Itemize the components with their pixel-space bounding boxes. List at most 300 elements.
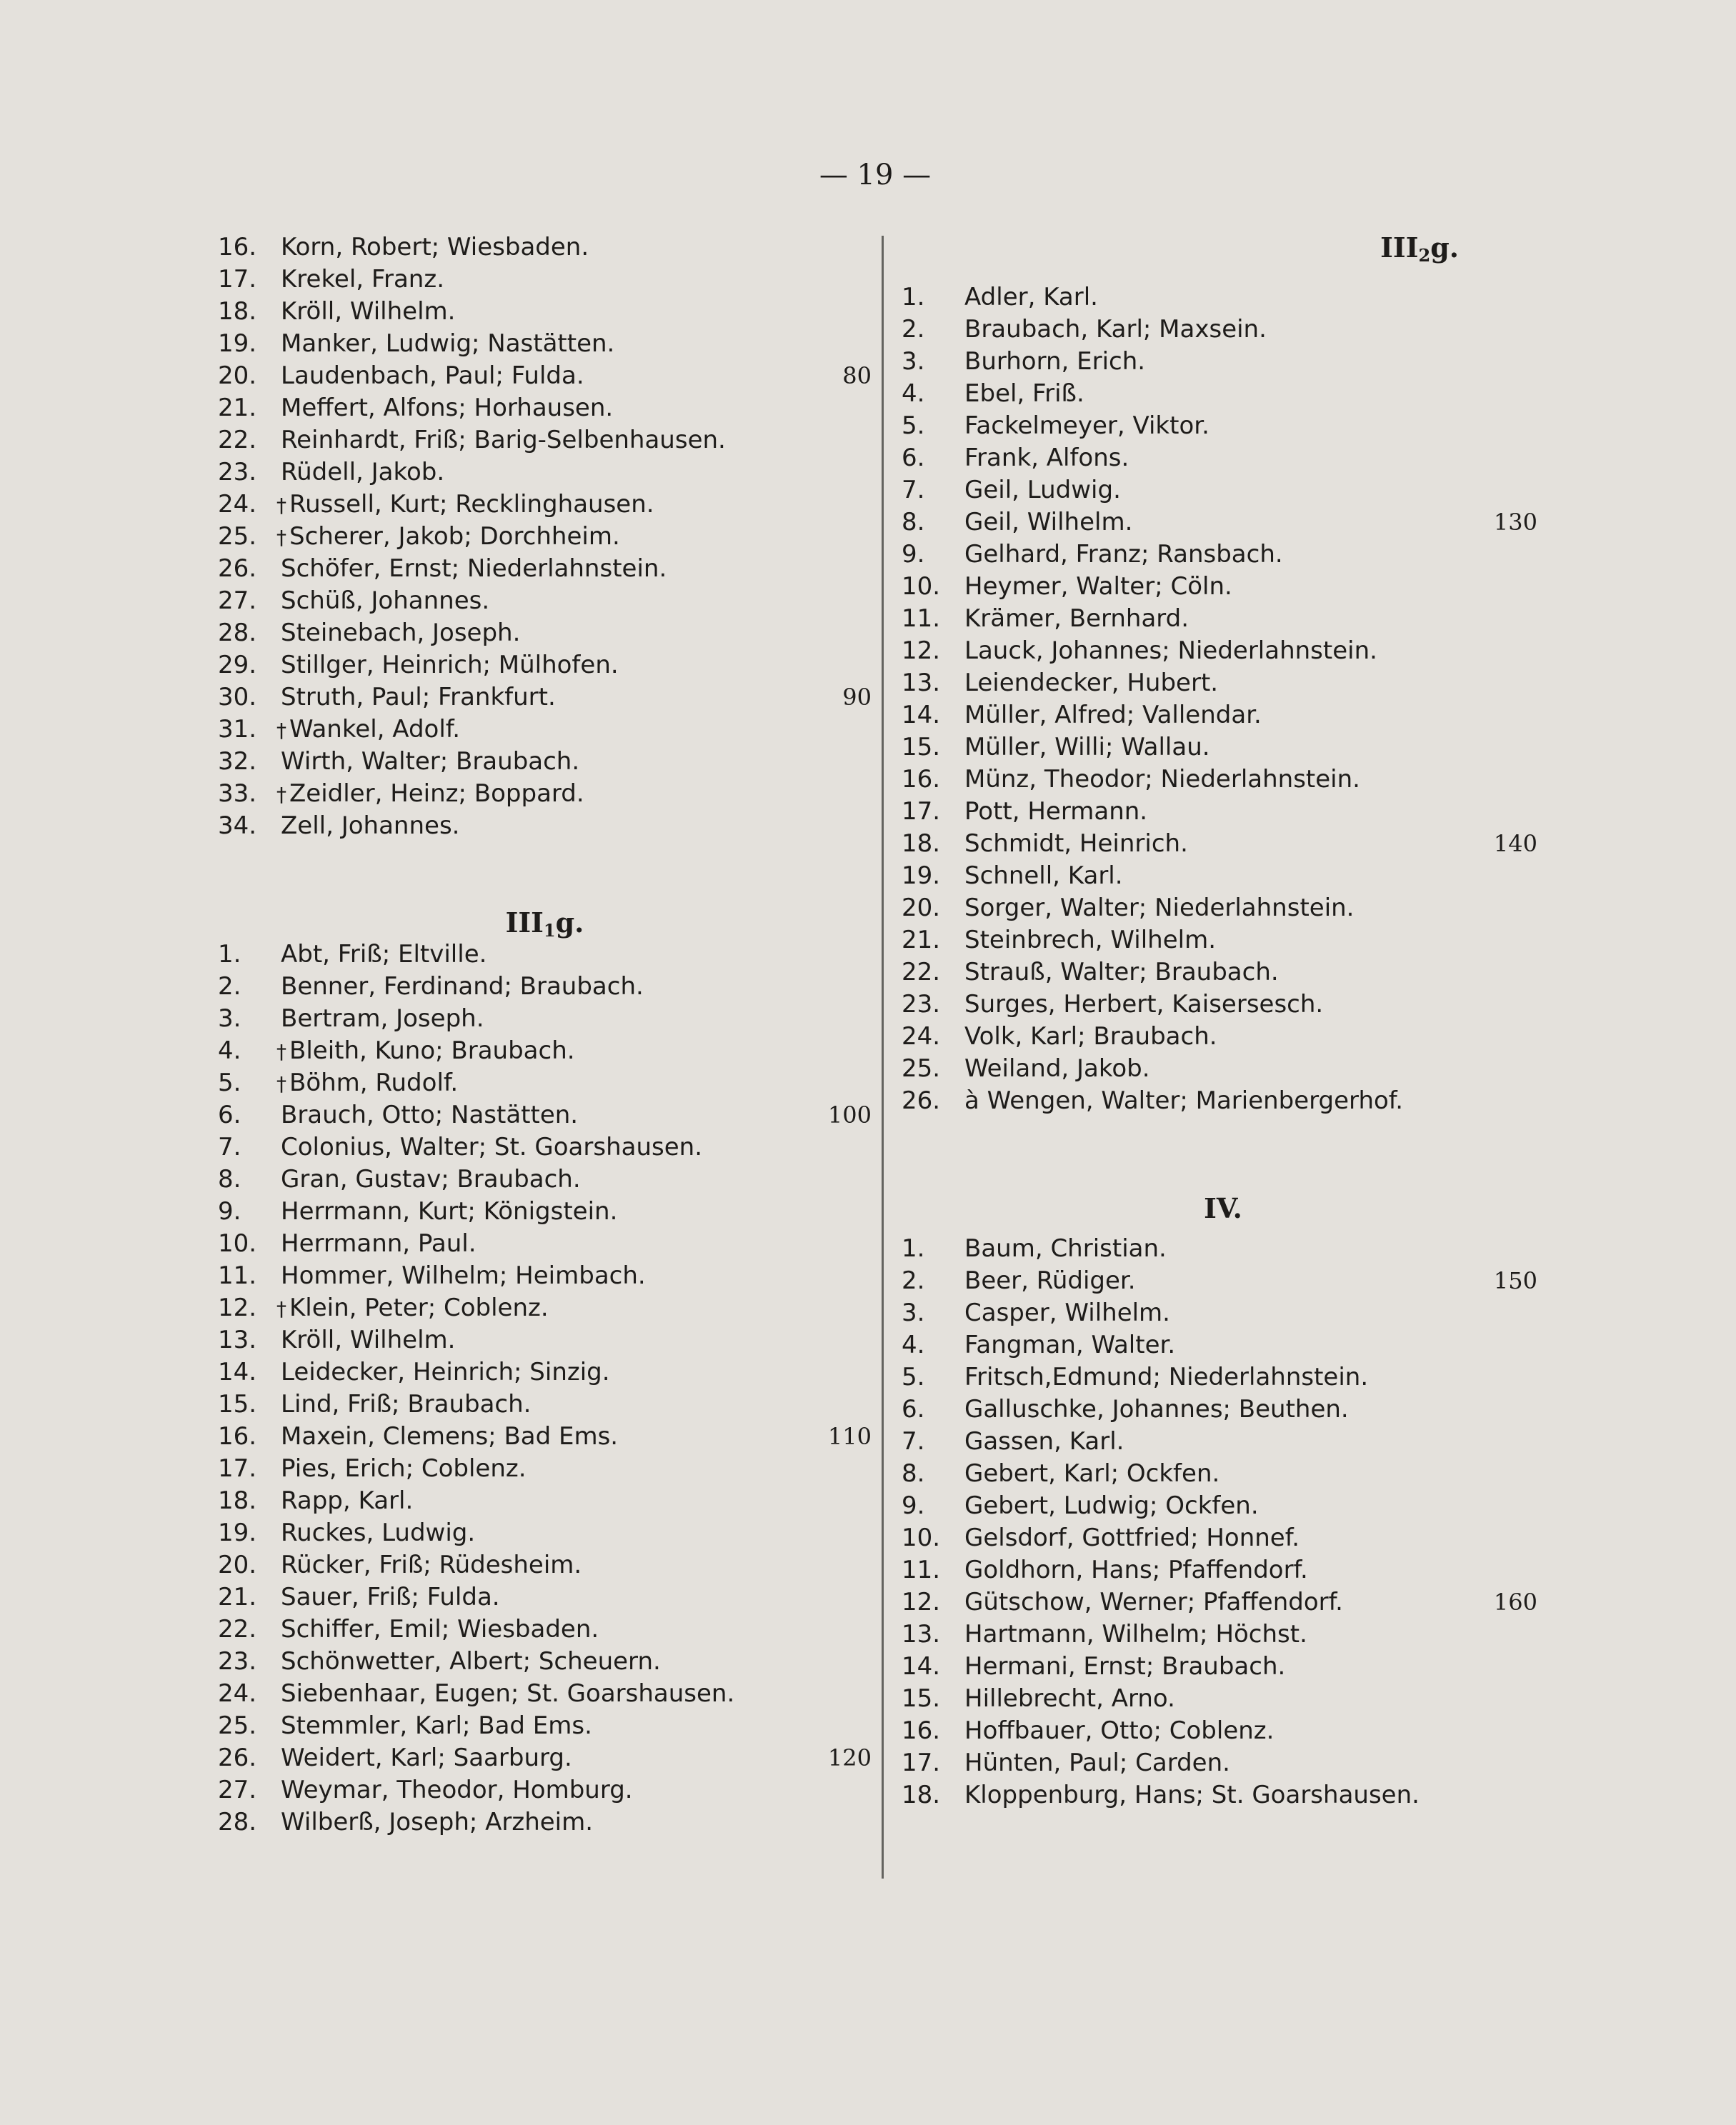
student-name: Müller, Willi; Wallau.: [964, 733, 1210, 761]
list-item: [218, 1774, 872, 1806]
student-name: Goldhorn, Hans; Pfaffendorf.: [964, 1556, 1308, 1584]
list-item: [218, 521, 872, 553]
item-number: 17.: [218, 1454, 257, 1483]
item-number: 5.: [218, 1069, 241, 1097]
list-item: [218, 649, 872, 681]
list-item: [902, 828, 1545, 860]
item-number: 30.: [218, 683, 257, 711]
list-item: [218, 1581, 872, 1614]
student-name: Schnell, Karl.: [964, 861, 1123, 890]
item-number: 17.: [218, 265, 257, 294]
item-number: 24.: [218, 490, 257, 519]
list-item: [218, 971, 872, 1003]
running-count-mark: 110: [827, 1423, 872, 1450]
list-item: [902, 378, 1545, 410]
item-number: 7.: [902, 1427, 925, 1456]
student-name: Schüß, Johannes.: [281, 586, 490, 615]
item-number: 25.: [218, 522, 257, 551]
student-name: Zeidler, Heinz; Boppard.: [289, 779, 584, 808]
item-number: 2.: [902, 1266, 925, 1295]
student-name: Casper, Wilhelm.: [964, 1299, 1170, 1327]
list-item: [218, 1806, 872, 1839]
item-number: 11.: [218, 1261, 257, 1290]
student-name: Stillger, Heinrich; Mülhofen.: [281, 651, 619, 679]
list-item: [218, 939, 872, 971]
student-name: Müller, Alfred; Vallendar.: [964, 701, 1262, 729]
item-number: 6.: [218, 1101, 241, 1129]
student-name: Beer, Rüdiger.: [964, 1266, 1136, 1295]
student-name: Hermani, Ernst; Braubach.: [964, 1652, 1286, 1681]
student-name: Korn, Robert; Wiesbaden.: [281, 233, 589, 261]
list-item: [218, 392, 872, 424]
item-number: 26.: [218, 1744, 257, 1772]
student-name: Gran, Gustav; Braubach.: [281, 1165, 581, 1194]
section-title-iv: IV.: [1204, 1192, 1242, 1224]
item-number: 28.: [218, 619, 257, 647]
student-name: Zell, Johannes.: [281, 811, 460, 840]
item-number: 12.: [902, 1588, 941, 1616]
student-name: Ebel, Friß.: [964, 379, 1084, 408]
list-item: [902, 571, 1545, 603]
student-name: Lauck, Johannes; Niederlahnstein.: [964, 636, 1377, 665]
item-number: 21.: [218, 1583, 257, 1611]
list-item: [902, 314, 1545, 346]
item-number: 25.: [902, 1054, 941, 1083]
student-name: Manker, Ludwig; Nastätten.: [281, 329, 615, 358]
item-number: 2.: [902, 315, 925, 344]
item-number: 16.: [218, 1422, 257, 1451]
student-name: Colonius, Walter; St. Goarshausen.: [281, 1133, 703, 1161]
section-title-sub: 2: [1418, 245, 1431, 266]
list-item: [902, 1554, 1545, 1586]
student-name: Hoffbauer, Otto; Coblenz.: [964, 1716, 1274, 1745]
list-item: [218, 681, 872, 714]
student-name: Schmidt, Heinrich.: [964, 829, 1188, 858]
student-name: Leidecker, Heinrich; Sinzig.: [281, 1358, 610, 1386]
item-number: 13.: [218, 1326, 257, 1354]
item-number: 1.: [902, 283, 925, 311]
list-item: [902, 539, 1545, 571]
student-name: Münz, Theodor; Niederlahnstein.: [964, 765, 1360, 794]
item-number: 7.: [902, 476, 925, 504]
list-item: [902, 1651, 1545, 1683]
list-item: [218, 231, 872, 264]
list-item: [218, 714, 872, 746]
student-name: Meffert, Alfons; Horhausen.: [281, 394, 614, 422]
list-item: [902, 281, 1545, 314]
running-count-mark: 160: [1493, 1589, 1537, 1616]
item-number: 8.: [218, 1165, 241, 1194]
item-number: 32.: [218, 747, 257, 776]
student-list-iii1g: [218, 939, 872, 1839]
list-item: [218, 360, 872, 392]
item-number: 17.: [902, 797, 941, 826]
list-item: [902, 1297, 1545, 1329]
item-number: 11.: [902, 604, 941, 633]
list-item: [218, 810, 872, 842]
list-item: [902, 1490, 1545, 1522]
running-count-mark: 100: [827, 1101, 872, 1129]
student-name: Schönwetter, Albert; Scheuern.: [281, 1647, 661, 1676]
item-number: 18.: [218, 1486, 257, 1515]
item-number: 18.: [902, 1781, 941, 1809]
column-divider: [882, 236, 884, 1879]
list-item: [902, 506, 1545, 539]
item-number: 1.: [218, 940, 241, 969]
list-item: [218, 1035, 872, 1067]
deceased-dagger-mark: †: [276, 783, 286, 806]
student-name: Russell, Kurt; Recklinghausen.: [289, 490, 654, 519]
section-title-iii1g: [218, 906, 872, 939]
section-title-main: III: [1380, 231, 1419, 264]
student-name: Siebenhaar, Eugen; St. Goarshausen.: [281, 1679, 735, 1708]
list-item: [902, 956, 1545, 989]
item-number: 23.: [218, 458, 257, 486]
item-number: 25.: [218, 1711, 257, 1740]
running-count-mark: 90: [842, 684, 872, 711]
item-number: 10.: [218, 1229, 257, 1258]
student-name: Rüdell, Jakob.: [281, 458, 445, 486]
student-name: Burhorn, Erich.: [964, 347, 1146, 376]
list-item: [902, 1522, 1545, 1554]
running-count-mark: 80: [842, 362, 872, 389]
item-number: 22.: [218, 426, 257, 454]
student-name: Böhm, Rudolf.: [289, 1069, 459, 1097]
item-number: 3.: [902, 347, 925, 376]
section-title-suffix: g.: [1430, 231, 1459, 264]
list-item: [218, 1421, 872, 1453]
item-number: 22.: [218, 1615, 257, 1644]
section-title-suffix: g.: [555, 906, 584, 939]
item-number: 20.: [218, 361, 257, 390]
list-item: [218, 1485, 872, 1517]
item-number: 19.: [902, 861, 941, 890]
deceased-dagger-mark: †: [276, 1072, 286, 1096]
list-item: [218, 489, 872, 521]
list-item: [218, 456, 872, 489]
list-item: [902, 924, 1545, 956]
student-name: Wirth, Walter; Braubach.: [281, 747, 580, 776]
list-item: [902, 731, 1545, 764]
list-item: [902, 1329, 1545, 1361]
student-name: Klein, Peter; Coblenz.: [289, 1294, 549, 1322]
student-name: Geil, Ludwig.: [964, 476, 1121, 504]
student-name: Abt, Friß; Eltville.: [281, 940, 487, 969]
student-name: Volk, Karl; Braubach.: [964, 1022, 1217, 1051]
item-number: 3.: [902, 1299, 925, 1327]
item-number: 34.: [218, 811, 257, 840]
student-list-iii2g: [902, 281, 1545, 1117]
item-number: 17.: [902, 1749, 941, 1777]
student-name: Sorger, Walter; Niederlahnstein.: [964, 894, 1355, 922]
list-item: [902, 796, 1545, 828]
item-number: 20.: [902, 894, 941, 922]
item-number: 27.: [218, 586, 257, 615]
item-number: 23.: [218, 1647, 257, 1676]
list-item: [902, 1394, 1545, 1426]
list-item: [218, 1099, 872, 1131]
student-name: Bleith, Kuno; Braubach.: [289, 1036, 575, 1065]
student-name: Laudenbach, Paul; Fulda.: [281, 361, 584, 390]
list-item: [902, 1085, 1545, 1117]
student-name: Steinbrech, Wilhelm.: [964, 926, 1217, 954]
running-count-mark: 140: [1493, 830, 1537, 857]
student-list-left-continued: [218, 231, 872, 842]
item-number: 8.: [902, 508, 925, 536]
item-number: 1.: [902, 1234, 925, 1263]
item-number: 5.: [902, 1363, 925, 1391]
student-name: Bertram, Joseph.: [281, 1004, 484, 1033]
item-number: 14.: [218, 1358, 257, 1386]
student-name: Galluschke, Johannes; Beuthen.: [964, 1395, 1349, 1424]
deceased-dagger-mark: †: [276, 1040, 286, 1064]
item-number: 27.: [218, 1776, 257, 1804]
student-name: Maxein, Clemens; Bad Ems.: [281, 1422, 619, 1451]
student-name: Weiland, Jakob.: [964, 1054, 1150, 1083]
item-number: 3.: [218, 1004, 241, 1033]
list-item: [902, 1361, 1545, 1394]
student-name: Reinhardt, Friß; Barig-Selbenhausen.: [281, 426, 726, 454]
list-item: [902, 667, 1545, 699]
student-name: Kloppenburg, Hans; St. Goarshausen.: [964, 1781, 1420, 1809]
student-name: Schöfer, Ernst; Niederlahnstein.: [281, 554, 667, 583]
student-name: Leiendecker, Hubert.: [964, 669, 1219, 697]
student-name: Gelhard, Franz; Ransbach.: [964, 540, 1283, 569]
item-number: 29.: [218, 651, 257, 679]
list-item: [902, 1586, 1545, 1619]
item-number: 5.: [902, 411, 925, 440]
item-number: 15.: [218, 1390, 257, 1419]
student-name: Gütschow, Werner; Pfaffendorf.: [964, 1588, 1343, 1616]
section-title-sub: 1: [543, 920, 556, 941]
student-name: Fackelmeyer, Viktor.: [964, 411, 1209, 440]
list-item: [902, 699, 1545, 731]
student-name: Weymar, Theodor, Homburg.: [281, 1776, 633, 1804]
list-item: [218, 617, 872, 649]
item-number: 16.: [902, 765, 941, 794]
student-name: Adler, Karl.: [964, 283, 1098, 311]
item-number: 12.: [902, 636, 941, 665]
student-name: Frank, Alfons.: [964, 444, 1129, 472]
student-name: Baum, Christian.: [964, 1234, 1167, 1263]
list-item: [902, 1265, 1545, 1297]
student-name: Benner, Ferdinand; Braubach.: [281, 972, 644, 1001]
running-count-mark: 130: [1493, 509, 1537, 536]
student-name: Krämer, Bernhard.: [964, 604, 1189, 633]
list-item: [902, 1458, 1545, 1490]
section-spacer: [902, 1224, 1545, 1233]
student-name: Pott, Hermann.: [964, 797, 1148, 826]
list-item: [218, 1453, 872, 1485]
item-number: 13.: [902, 1620, 941, 1649]
list-item: [902, 410, 1545, 442]
student-name: Braubach, Karl; Maxsein.: [964, 315, 1267, 344]
item-number: 9.: [902, 1491, 925, 1520]
item-number: 21.: [218, 394, 257, 422]
list-item: [902, 1233, 1545, 1265]
list-item: [902, 1053, 1545, 1085]
list-item: [218, 1131, 872, 1164]
item-number: 6.: [902, 444, 925, 472]
running-count-mark: 150: [1493, 1267, 1537, 1294]
student-name: Strauß, Walter; Braubach.: [964, 958, 1279, 986]
list-item: [218, 1324, 872, 1356]
list-item: [218, 1003, 872, 1035]
student-name: Hillebrecht, Arno.: [964, 1684, 1175, 1713]
item-number: 26.: [902, 1086, 941, 1115]
item-number: 31.: [218, 715, 257, 744]
section-spacer: [902, 1117, 1545, 1192]
list-item: [218, 1678, 872, 1710]
list-item: [218, 553, 872, 585]
deceased-dagger-mark: †: [276, 494, 286, 517]
student-name: Pies, Erich; Coblenz.: [281, 1454, 527, 1483]
item-number: 14.: [902, 701, 941, 729]
list-item: [218, 1710, 872, 1742]
right-column: [902, 231, 1545, 1811]
student-name: Gassen, Karl.: [964, 1427, 1124, 1456]
deceased-dagger-mark: †: [276, 1297, 286, 1321]
student-name: Hünten, Paul; Carden.: [964, 1749, 1230, 1777]
item-number: 19.: [218, 329, 257, 358]
item-number: 9.: [218, 1197, 241, 1226]
list-item: [902, 1747, 1545, 1779]
item-number: 9.: [902, 540, 925, 569]
student-name: Scherer, Jakob; Dorchheim.: [289, 522, 620, 551]
list-item: [902, 1683, 1545, 1715]
list-item: [218, 424, 872, 456]
list-item: [218, 328, 872, 360]
student-name: Geil, Wilhelm.: [964, 508, 1133, 536]
item-number: 20.: [218, 1551, 257, 1579]
list-item: [902, 989, 1545, 1021]
list-item: [902, 1021, 1545, 1053]
item-number: 2.: [218, 972, 241, 1001]
list-item: [218, 778, 872, 810]
item-number: 33.: [218, 779, 257, 808]
list-item: [902, 1779, 1545, 1811]
student-name: Fangman, Walter.: [964, 1331, 1176, 1359]
list-item: [218, 1260, 872, 1292]
item-number: 6.: [902, 1395, 925, 1424]
section-spacer: [218, 842, 872, 906]
student-name: Brauch, Otto; Nastätten.: [281, 1101, 579, 1129]
list-item: [218, 1646, 872, 1678]
list-item: [218, 1228, 872, 1260]
running-count-mark: 120: [827, 1744, 872, 1771]
student-name: Weidert, Karl; Saarburg.: [281, 1744, 572, 1772]
student-name: Kröll, Wilhelm.: [281, 1326, 456, 1354]
student-name: Schiffer, Emil; Wiesbaden.: [281, 1615, 599, 1644]
list-item: [218, 1164, 872, 1196]
student-name: Rapp, Karl.: [281, 1486, 414, 1515]
deceased-dagger-mark: †: [276, 719, 286, 742]
item-number: 10.: [902, 572, 941, 601]
item-number: 4.: [902, 1331, 925, 1359]
student-name: Wankel, Adolf.: [289, 715, 461, 744]
list-item: [218, 1067, 872, 1099]
list-item: [902, 635, 1545, 667]
student-name: Fritsch,Edmund; Niederlahnstein.: [964, 1363, 1369, 1391]
list-item: [218, 1196, 872, 1228]
list-item: [218, 1356, 872, 1389]
student-name: Gebert, Karl; Ockfen.: [964, 1459, 1220, 1488]
item-number: 23.: [902, 990, 941, 1019]
item-number: 22.: [902, 958, 941, 986]
student-name: Gelsdorf, Gottfried; Honnef.: [964, 1524, 1300, 1552]
list-item: [902, 764, 1545, 796]
list-item: [902, 346, 1545, 378]
student-name: à Wengen, Walter; Marienbergerhof.: [964, 1086, 1404, 1115]
item-number: 11.: [902, 1556, 941, 1584]
item-number: 4.: [902, 379, 925, 408]
list-item: [218, 746, 872, 778]
student-name: Herrmann, Paul.: [281, 1229, 477, 1258]
item-number: 19.: [218, 1519, 257, 1547]
item-number: 13.: [902, 669, 941, 697]
item-number: 15.: [902, 1684, 941, 1713]
list-item: [218, 1549, 872, 1581]
student-name: Sauer, Friß; Fulda.: [281, 1583, 500, 1611]
item-number: 26.: [218, 554, 257, 583]
item-number: 14.: [902, 1652, 941, 1681]
item-number: 4.: [218, 1036, 241, 1065]
student-name: Ruckes, Ludwig.: [281, 1519, 476, 1547]
list-item: [902, 442, 1545, 474]
student-name: Gebert, Ludwig; Ockfen.: [964, 1491, 1259, 1520]
student-name: Krekel, Franz.: [281, 265, 445, 294]
list-item: [218, 1292, 872, 1324]
student-name: Wilberß, Joseph; Arzheim.: [281, 1808, 594, 1836]
item-number: 10.: [902, 1524, 941, 1552]
list-item: [218, 1742, 872, 1774]
item-number: 15.: [902, 733, 941, 761]
list-item: [902, 892, 1545, 924]
item-number: 24.: [902, 1022, 941, 1051]
student-list-iv: [902, 1233, 1545, 1811]
list-item: [902, 1426, 1545, 1458]
list-item: [902, 1619, 1545, 1651]
student-name: Heymer, Walter; Cöln.: [964, 572, 1232, 601]
section-spacer: [902, 264, 1545, 281]
student-name: Surges, Herbert, Kaisersesch.: [964, 990, 1324, 1019]
item-number: 18.: [902, 829, 941, 858]
list-item: [218, 264, 872, 296]
student-name: Lind, Friß; Braubach.: [281, 1390, 532, 1419]
student-name: Stemmler, Karl; Bad Ems.: [281, 1711, 592, 1740]
item-number: 18.: [218, 297, 257, 326]
page-number-header: — 19 —: [819, 159, 932, 191]
item-number: 16.: [902, 1716, 941, 1745]
left-column: [218, 231, 872, 1839]
list-item: [902, 1715, 1545, 1747]
item-number: 16.: [218, 233, 257, 261]
item-number: 8.: [902, 1459, 925, 1488]
list-item: [218, 1614, 872, 1646]
list-item: [902, 603, 1545, 635]
list-item: [902, 474, 1545, 506]
section-title-main: III: [505, 906, 544, 939]
student-name: Steinebach, Joseph.: [281, 619, 521, 647]
student-name: Rücker, Friß; Rüdesheim.: [281, 1551, 582, 1579]
list-item: [218, 585, 872, 617]
list-item: [218, 296, 872, 328]
list-item: [902, 860, 1545, 892]
item-number: 24.: [218, 1679, 257, 1708]
list-item: [218, 1389, 872, 1421]
list-item: [218, 1517, 872, 1549]
section-title-iii2g: [902, 231, 1545, 264]
